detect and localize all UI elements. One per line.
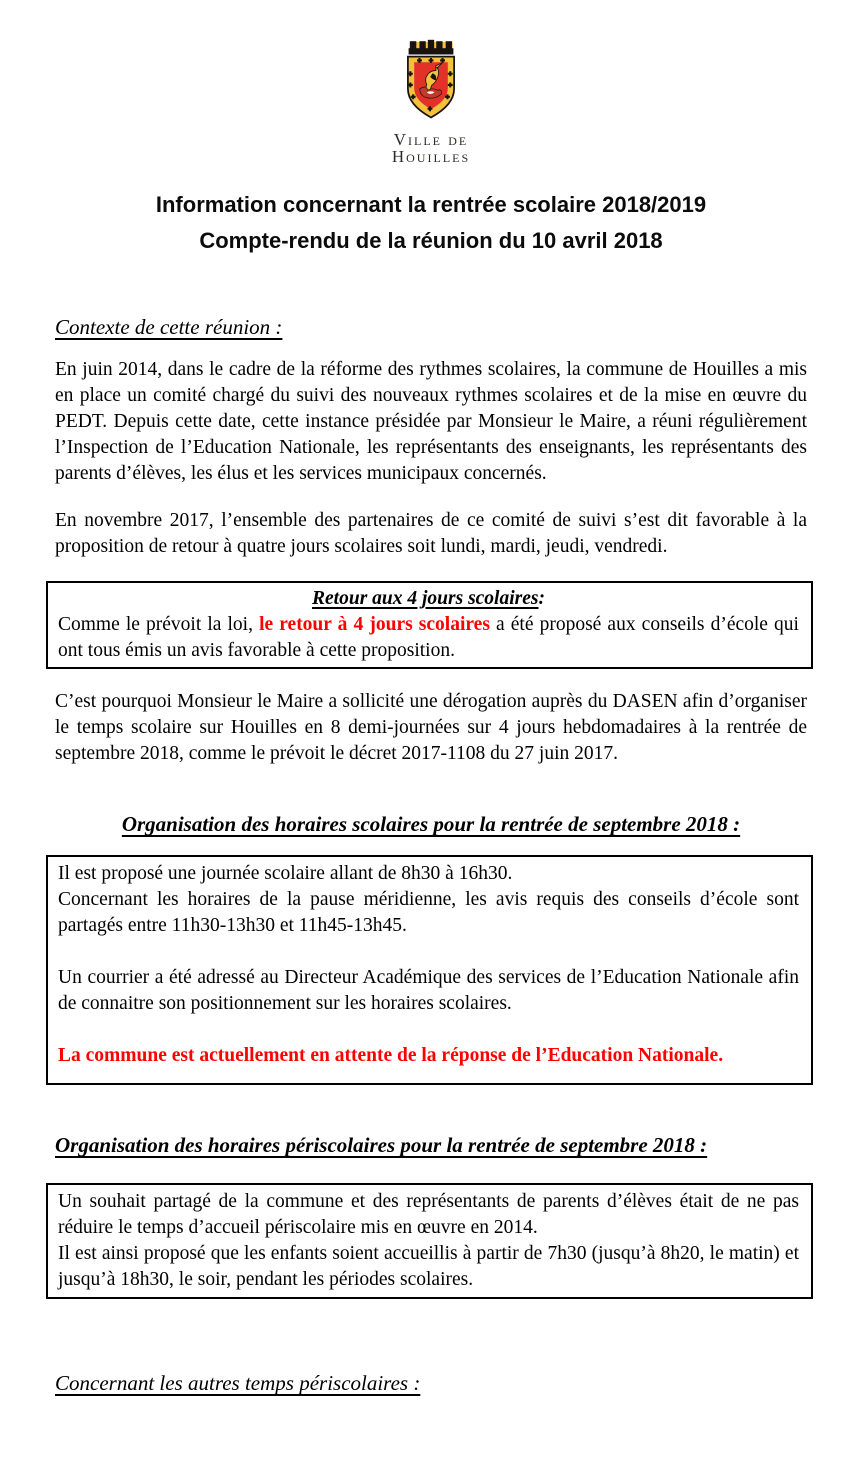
- box-scolaires-line-2: Concernant les horaires de la pause méridienne, les avis requis des conseils d’école sont partagés entre 11h30-13h30 et 11h45-13h45.: [58, 889, 799, 936]
- paragraph-context-2: En novembre 2017, l’ensemble des partenaires de ce comité de suivi s’est dit favorable à la proposition de retour à quatre jours scolaires soit lundi, mardi, jeudi, vendredi.: [55, 510, 807, 557]
- box-retour-4-jours: [46, 581, 813, 669]
- heading-autres-temps: Concernant les autres temps périscolaires :: [55, 1371, 421, 1395]
- title-line-1: Information concernant la rentrée scolaire 2018/2019: [155, 192, 707, 217]
- title-line-2: Compte-rendu de la réunion du 10 avril 2018: [199, 228, 663, 253]
- box-horaires-periscolaires: [46, 1183, 813, 1299]
- paragraph-context-1: En juin 2014, dans le cadre de la réforme des rythmes scolaires, la commune de Houilles a mis en place un comité chargé du suivi des nouveaux rythmes scolaires et de la mise en œuvre du PEDT. Depuis cette date, cette instance présidée par Monsieur le Maire, a réuni régulièrement l’Inspection de l’Education Nationale, les représentants des enseignants, les représentants des parents d’élèves, les élus et les services municipaux concernés.: [55, 359, 807, 484]
- box-retour-paragraph: [58, 612, 799, 664]
- box-scolaires-line-3: Un courrier a été adressé au Directeur Académique des services de l’Education Nationale afin de connaitre son positionnement sur les horaires scolaires.: [58, 967, 799, 1014]
- org-name-line2: Houilles: [391, 147, 471, 166]
- box-retour-heading-text: Retour aux 4 jours scolaires: [312, 588, 539, 609]
- box-retour-red-text: le retour à 4 jours scolaires: [259, 614, 490, 635]
- org-name: [55, 131, 807, 165]
- heading-horaires-periscolaires: Organisation des horaires périscolaires pour la rentrée de septembre 2018 :: [55, 1133, 708, 1157]
- heading-horaires-scolaires: Organisation des horaires scolaires pour la rentrée de septembre 2018 :: [121, 812, 741, 836]
- box-retour-heading-colon: :: [538, 588, 545, 609]
- box-scolaires-line-1: Il est proposé une journée scolaire allant de 8h30 à 16h30.: [58, 863, 513, 884]
- org-name-line1: Ville de: [393, 130, 469, 149]
- logo: [55, 38, 807, 165]
- houilles-coat-of-arms-icon: [396, 38, 466, 120]
- box-horaires-scolaires: [46, 855, 813, 1085]
- box-retour-text-after: a été proposé aux conseils d’école qui ont tous émis un avis favorable à cette proposition.: [58, 614, 799, 661]
- box-retour-text-before: Comme le prévoit la loi,: [58, 614, 260, 635]
- box-periscolaires-line-1: Un souhait partagé de la commune et des représentants de parents d’élèves était de ne pas réduire le temps d’accueil périscolaire mis en œuvre en 2014.: [58, 1191, 799, 1238]
- document-title: [55, 193, 807, 253]
- box-retour-heading: [58, 586, 799, 612]
- box-periscolaires-line-2: Il est ainsi proposé que les enfants soient accueillis à partir de 7h30 (jusqu’à 8h20, le matin) et jusqu’à 18h30, le soir, pendant les périodes scolaires.: [58, 1243, 799, 1290]
- box-scolaires-red-line: La commune est actuellement en attente de la réponse de l’Education Nationale.: [58, 1045, 724, 1066]
- paragraph-dasen: C’est pourquoi Monsieur le Maire a sollicité une dérogation auprès du DASEN afin d’organiser le temps scolaire sur Houilles en 8 demi-journées sur 4 jours hebdomadaires à la rentrée de septembre 2018, comme le prévoit le décret 2017-1108 du 27 juin 2017.: [55, 691, 807, 764]
- context-heading: Contexte de cette réunion :: [55, 315, 283, 339]
